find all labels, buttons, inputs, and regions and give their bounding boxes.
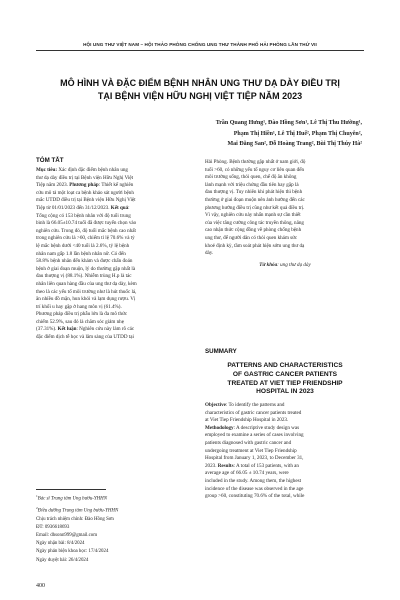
body-text: mắc UTDD điều trị tại Bệnh viện Hữu Nghị Việt [36,197,136,204]
keywords-line [205,262,365,270]
footnote-text: Ngày duyệt bài: 26/4/2024 [36,557,89,563]
article-title [40,77,360,103]
keywords-label: Từ khóa [259,262,278,268]
header-rule [36,50,364,51]
body-text: characteristics of gastric cancer patients treated [205,409,302,416]
body-text: Tiệp từ 01/01/2023 đến 31/12/2023. [36,204,111,211]
abstract-vi-continued-line [205,167,365,175]
abstract-vi-line [36,311,198,319]
body-text: trí khối u hay gặp ở hang môn vị (61.4%). [36,303,122,310]
body-text: Vì vậy, nghiên cứu này nhấn mạnh sự cần thiết [205,212,301,219]
english-title-line: HOSPITAL IN 2023 [256,388,314,396]
body-text: thư dạ dày điều trị tại Bệnh viện Hữu Nghị Việt [36,174,134,181]
abstract-vi-line [36,304,198,312]
abstract-vi-line [36,289,198,297]
body-text: cao nhận thức cộng đồng về phòng chống bệnh [205,227,302,234]
footnote-line [36,540,206,548]
footnote-line [36,548,206,556]
abstract-vi-continued-line [205,174,365,182]
abstract-vi-continued-line [205,212,365,220]
body-text: average age of 66.05 ± 10.74 years, were [205,470,289,477]
abstract-vi-line [36,243,198,251]
abstract-vi-line [36,281,198,289]
abstract-vi-line [36,296,198,304]
abstract-vi-line [36,213,198,221]
bold-label: Methodology [205,424,234,431]
abstract-en-column [205,402,365,501]
body-text: lệ mắc bệnh dưới <40 tuổi là 2.6%, tỷ lệ bệnh [36,242,130,249]
running-header: HỘI UNG THƯ VIỆT NAM – HỘI THẢO PHÒNG CHỐNG UNG THƯ THÀNH PHỐ HẢI PHÒNG LẦN THỨ VII [83,42,317,47]
abstract-en-line [205,455,365,463]
abstract-vi-line [36,334,198,342]
footnotes [36,492,206,565]
body-text: undergoing treatment at Viet Tiep Friendship [205,447,297,454]
body-text: nhân liên quan hàng đầu của ung thư dạ dày, kèm [36,280,137,287]
footnote-text: Bác sĩ Trung tâm Ung bướu-YHHN [37,496,107,502]
body-text: : To identify the patterns and [225,402,285,408]
body-text: : Thiết kế nghiên [98,182,134,189]
abstract-vi-continued-line [205,220,365,228]
abstract-en-line [205,470,365,478]
body-text: included in the study. Among them, the highest [205,477,302,484]
body-text: thường ở giai đoạn muộn nên ảnh hưởng đến các [205,196,305,203]
abstract-vi-line [36,235,198,243]
body-text: nghiên cứu. Trong đó, độ tuổi mắc bệnh cao nhất [36,227,136,234]
abstract-vi-continued-line [205,243,365,251]
abstract-vi-line [36,326,198,334]
body-text: Hải Phòng. Bệnh thường gặp nhất ở nam giới, độ [205,159,306,165]
body-text: : A descriptive study design was [233,424,300,431]
footnote-rule [36,489,106,490]
body-text: (37.31%). [36,326,58,333]
body-text: 2023. [205,462,218,469]
body-text: tuổi >60, có những yếu tố nguy cơ liên quan đến [205,166,305,173]
english-title-line: OF GASTRIC CANCER PATIENTS [232,370,338,378]
body-text: Tổng cộng có 153 bệnh nhân với độ tuổi trung [36,212,131,219]
abstract-en-line [205,486,365,494]
abstract-en-line [205,448,365,456]
bold-label: Results [217,462,234,469]
abstract-vi-line [36,167,198,175]
footnote-line [36,557,206,565]
body-text: đau thượng vị (88.1%). Nhiễm trùng H.p là tác [36,273,132,280]
body-text: khoẻ định kỳ, tầm soát phát hiện sớm ung thư dạ [205,242,305,249]
article-title-line: MÔ HÌNH VÀ ĐẶC ĐIỂM BỆNH NHÂN UNG THƯ DẠ DÀY ĐIỀU TRỊ [60,78,340,88]
keywords-text: : ung thư dạ dày [277,262,311,268]
footnote-line [36,532,206,540]
body-text: dày. [205,250,214,257]
summary-heading: SUMMARY [205,348,237,355]
abstract-vi-line [36,251,198,259]
abstract-en-line [205,463,365,471]
body-text: 58.8% bệnh nhân đến khám và được chẩn đoán [36,258,133,265]
body-text: trong nghiên cứu là >60, chiếm tỉ lệ 70.6% và tỷ [36,235,135,242]
body-text: incidence of the disease was observed in the age [205,485,304,492]
footnote-line [36,524,206,532]
footnote-text: Điều dưỡng Trung tâm Ung bướu-YHHN [37,508,119,514]
abstract-vi-continued-line [205,197,365,205]
body-text: môi trường sống, thói quen, chế độ ăn không [205,174,297,181]
footnote-line [36,516,206,524]
body-text: phương hướng điều trị cũng như kết quả điều trị. [205,204,305,211]
body-text: Hospital from January 1, 2023, to December 31, [205,455,304,462]
footnote-text: Ngày phản biện khoa học: 17/4/2024 [36,549,109,555]
body-text: lành mạnh với triệu chứng đầu tiên hay gặp là [205,181,299,188]
author-line: Trần Quang Hưng¹, Đào Hồng Sơn¹, Lê Thị Thu Hường¹, [215,120,362,126]
body-text: employed to examine a series of cases involving [205,432,304,439]
abstract-en-line [205,432,365,440]
bold-label: Kết luận [57,326,77,333]
body-text: cứu mô tả một loạt ca bệnh khảo sát người bệnh [36,189,134,196]
abstract-en-line [205,425,365,433]
abstract-vi-line [36,220,198,228]
abstract-en-line [205,410,365,418]
body-text: bệnh ở giai đoạn muộn, lý do thường gặp nhất là [36,265,136,272]
bold-label: Kết quả [110,204,129,211]
abstract-vi-continued-line [205,235,365,243]
author-line: Mai Đăng San², Đỗ Hoàng Trang², Bùi Thị Thúy Hà² [227,141,362,147]
body-text: đau thượng vị. Tuy nhiên khi phát hiện thì bệnh [205,189,303,196]
page-number: 400 [36,583,45,589]
footnote-marker: 2 [36,505,38,510]
abstract-vi-continued-line [205,205,365,213]
body-text: ung thư, để người dân có thói quen khám sức [205,234,298,241]
body-text: : [128,204,130,211]
abstract-vi-continued-line [205,182,365,190]
abstract-vi-line [36,182,198,190]
abstract-vi-line [36,273,198,281]
body-text: đặc điểm dịch tễ học và lâm sàng của UTDD tại [36,334,134,341]
footnote-line [36,504,206,516]
author-line: Phạm Thị Hiền¹, Lê Thị Huế², Phạm Thị Chuyên², [233,130,362,137]
abstract-vi-line [36,319,198,327]
abstract-vi-continued-line [205,250,365,258]
bold-label: Mục tiêu: [36,167,59,173]
bold-label: Phương pháp [69,182,99,189]
abstract-en-line [205,493,365,501]
footnote-text: ĐT: 0936618693 [36,524,70,530]
article-title-line: TẠI BỆNH VIỆN HỮU NGHỊ VIỆT TIỆP NĂM 2023 [97,91,303,101]
body-text: nhân nam gấp 1.8 lần bệnh nhân nữ. Có đến [36,250,126,257]
abstract-heading: TÓM TẮT [36,157,64,164]
body-text: chiếm 52.9%, sau đó là chăm sóc giảm nhẹ [36,318,124,325]
abstract-en-line [205,478,365,486]
abstract-vi-line [36,190,198,198]
abstract-vi-continued-line [205,189,365,197]
footnote-text: Ngày nhận bài: 8/4/2024 [36,541,85,547]
body-text: theo là các yếu tố môi trường như là hút thuốc lá, [36,288,137,295]
body-text: Phương pháp điều trị phẫu lớn là đa mô thức [36,311,128,318]
english-title-line: PATTERNS AND CHARACTERISTICS [227,362,343,369]
abstract-vi-continued-column [205,159,365,258]
body-text: : A total of 153 patients, with an [233,462,299,469]
abstract-vi-line [36,197,198,205]
footnote-line [36,492,206,504]
footnote-text: Email: dhsonn999@gmail.com [36,533,98,539]
abstract-vi-line [36,175,198,183]
body-text: group >60, constituting 70.6% of the total, while [205,493,305,500]
body-text: bình là 66.05±10.74 tuổi đã được tuyển chọn vào [36,220,137,227]
footnote-marker: 1 [36,494,38,498]
abstract-en-line [205,402,365,410]
body-text: Xác định đặc điểm bệnh nhân ung [58,167,128,173]
body-text: : Nghiên cứu này làm rõ các [76,326,135,333]
english-title-line: TREATED AT VIET TIEP FRIENDSHIP [227,379,343,387]
body-text: ăn nhiều đồ mặn, hun khói và lạm dụng rượu. Vị [36,296,136,303]
abstract-vi-line [36,258,198,266]
abstract-vi-continued-line [205,159,365,167]
body-text: at Viet Tiep Friendship Hospital in 2023. [205,417,289,424]
english-title [205,362,365,397]
abstract-vi-line [36,205,198,213]
abstract-vi-line [36,266,198,274]
abstract-vi-line [36,228,198,236]
bold-label: Objective [205,402,226,408]
abstract-vi-column [36,167,198,342]
abstract-vi-continued-line [205,227,365,235]
author-list [190,118,362,150]
body-text: patients diagnosed with gastric cancer and [205,439,292,446]
body-text: Tiệp năm 2023. [36,182,70,189]
body-text: của việc tăng cường công tác truyền thông, nâng [205,219,304,226]
abstract-en-line [205,417,365,425]
abstract-en-line [205,440,365,448]
footnote-text: Chịu trách nhiệm chính: Đào Hồng Sơn [36,516,114,522]
